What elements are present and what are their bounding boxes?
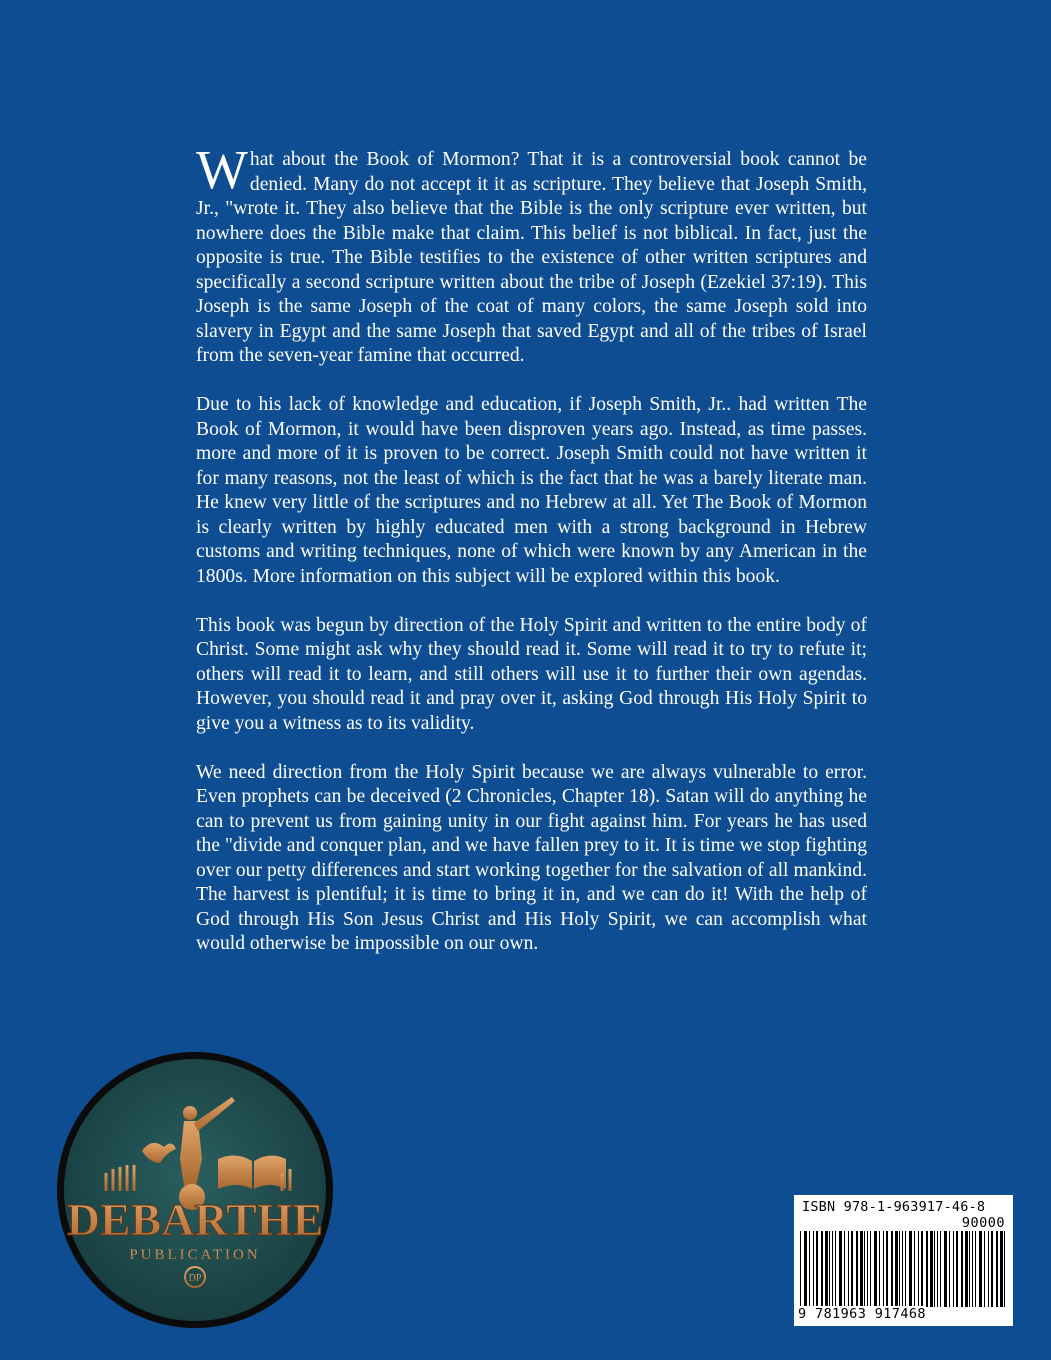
publisher-name: DEBARTHE	[66, 1194, 324, 1245]
publisher-monogram: DP	[188, 1273, 202, 1284]
publisher-subtitle: PUBLICATION	[129, 1247, 261, 1263]
blurb-text	[196, 139, 867, 981]
paragraph-2: Due to his lack of knowledge and education, if Joseph Smith, Jr.. had written The Book of Mormon, it would have been disproven years ago. Instead, as time passes. more and more of it is proven to be correct. Joseph Smith could not have written it for many reasons, not the least of which is the fact that he was a barely literate man. He knew very little of the scriptures and no Hebrew at all. Yet The Book of Mormon is clearly written by highly educated men with a strong background in Hebrew customs and writing techniques, none of which were known by any American in the 1800s. More information on this subject will be explored within this book.	[196, 394, 867, 587]
isbn-label: ISBN 978-1-963917-46-8	[802, 1199, 986, 1215]
drop-cap: W	[196, 139, 248, 200]
publisher-logo	[56, 1051, 334, 1329]
paragraph-4: We need direction from the Holy Spirit because we are always vulnerable to error. Even prophets can be deceived (2 Chronicles, Chapter 18). Satan will do anything he can to prevent us from gaining unity in our fight against him. For years he has used the "divide and conquer plan, and we have fallen prey to it. It is time we stop fighting over our petty differences and start working together for the salvation of all mankind. The harvest is plentiful; it is time to bring it in, and we can do it! With the help of God through His Son Jesus Christ and His Holy Spirit, we can accomplish what would otherwise be impossible on our own.	[196, 761, 867, 954]
price-code: 90000	[961, 1215, 1005, 1231]
isbn-barcode	[794, 1195, 1013, 1326]
barcode-bars	[800, 1231, 1008, 1307]
ean-number: 9 781963 917468	[798, 1306, 926, 1322]
paragraph-1: What about the Book of Mormon? That it is a controversial book cannot be denied. Many do not accept it it as scripture. They believe that Joseph Smith, Jr., "wrote it. They also believe that the Bible is the only scripture ever written, but nowhere does the Bible make that claim. This belief is not biblical. In fact, just the opposite is true. The Bible testifies to the existence of other written scriptures and specifically a second scripture written about the tribe of Joseph (Ezekiel 37:19). This Joseph is the same Joseph of the coat of many colors, the same Joseph sold into slavery in Egypt and the same Joseph that saved Egypt and all of the tribes of Israel from the seven-year famine that occurred.	[196, 139, 867, 366]
paragraph-3: This book was begun by direction of the Holy Spirit and written to the entire body of Christ. Some might ask why they should read it. Some will read it to try to refute it; others will read it to learn, and still others will use it to further their own agendas. However, you should read it and pray over it, asking God through His Holy Spirit to give you a witness as to its validity.	[196, 614, 867, 734]
